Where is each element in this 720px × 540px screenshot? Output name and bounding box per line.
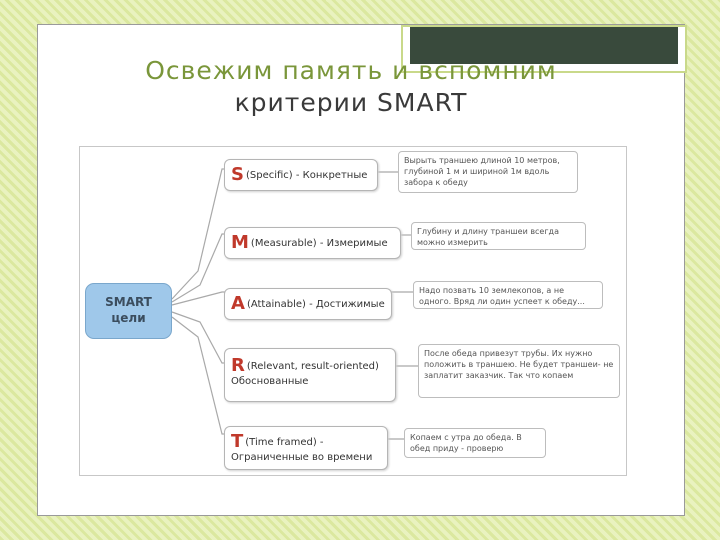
criterion-text: (Measurable) - Измеримые (250, 238, 388, 249)
note-r: После обеда привезут трубы. Их нужно положить в траншею. Не будет траншеи- не заплатит заказчик. Так что копаем (418, 344, 620, 398)
criterion-t (224, 426, 388, 470)
smart-mindmap (79, 146, 627, 476)
smart-center-node (85, 283, 172, 339)
note-m: Глубину и длину траншеи всегда можно измерить (411, 222, 586, 250)
connector-r (172, 312, 228, 363)
criterion-letter: R (231, 355, 245, 376)
note-t: Копаем с утра до обеда. В обед приду - проверю (404, 428, 546, 458)
slide-title (101, 55, 601, 119)
title-line-1: Освежим память и вспомним (145, 56, 557, 85)
slide (37, 24, 685, 516)
criterion-letter: M (231, 232, 249, 253)
criterion-text: (Time framed) - Ограниченные во времени (231, 437, 373, 463)
criterion-r (224, 348, 396, 402)
criterion-letter: A (231, 293, 245, 314)
connector-s (172, 169, 228, 299)
center-line-2: цели (111, 311, 146, 325)
criterion-s (224, 159, 378, 191)
note-a: Надо позвать 10 землекопов, а не одного. Вряд ли один успеет к обеду... (413, 281, 603, 309)
connector-a (172, 292, 228, 305)
criterion-text: (Specific) - Конкретные (245, 170, 368, 181)
center-line-1: SMART (105, 295, 152, 309)
criterion-text: (Attainable) - Достижимые (246, 299, 385, 310)
criterion-m (224, 227, 401, 259)
criterion-text: (Relevant, result-oriented) Обоснованные (231, 361, 379, 387)
connector-t (172, 317, 228, 434)
connector-m (172, 234, 228, 302)
criterion-a (224, 288, 392, 320)
criterion-letter: S (231, 164, 244, 185)
title-line-2: критерии SMART (234, 88, 468, 117)
note-s: Вырыть траншею длиной 10 метров, глубиной 1 м и шириной 1м вдоль забора к обеду (398, 151, 578, 193)
criterion-letter: T (231, 431, 244, 452)
